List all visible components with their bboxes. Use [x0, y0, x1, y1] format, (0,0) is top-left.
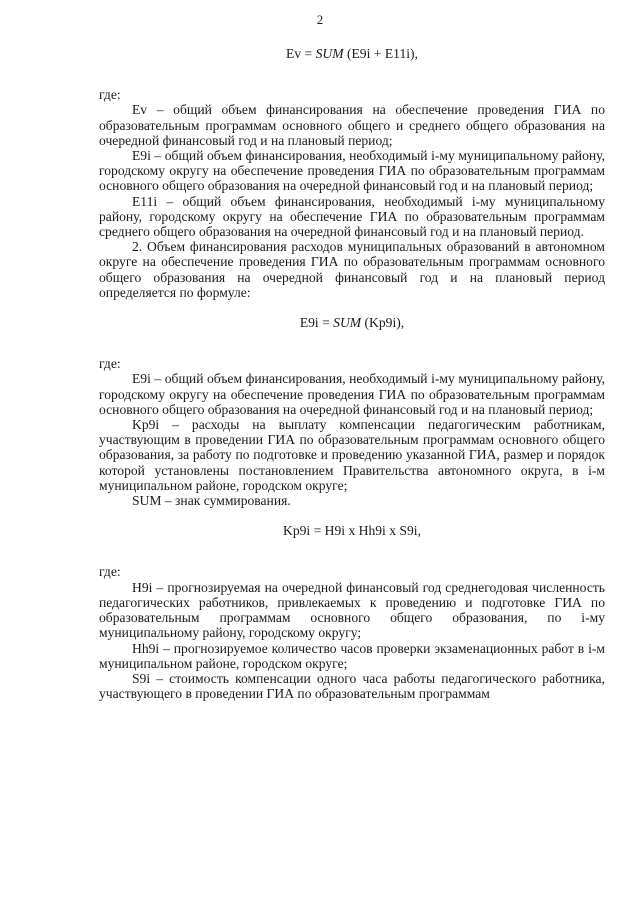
paragraph-2: 2. Объем финансирования расходов муниципальных образований в автономном округе на обеспечение проведения ГИА по образовательным программам основного общего образования на очередной финансовый год и на плановый период определяется по формуле: [99, 239, 605, 300]
page-number: 2 [316, 12, 324, 27]
definition-ev: Ev – общий объем финансирования на обеспечение проведения ГИА по образовательным программам основного общего и среднего общего образования на очередной финансовый год и на плановый период; [99, 102, 605, 148]
definition-e11i: E11i – общий объем финансирования, необходимый i-му муниципальному району, городскому округу на обеспечение ГИА по образовательным программам среднего общего образования на очередной финансовый год и на плановый период. [99, 193, 605, 240]
where-label: где: [99, 87, 121, 103]
formula-ev-left: Ev = [286, 46, 316, 61]
where-label: где: [99, 564, 121, 580]
definition-h9i: H9i – прогнозируемая на очередной финансовый год среднегодовая численность педагогических работников, привлекаемых к проведению и подготовке ГИА по образовательным программам основного общего образования, по i-му муниципальному району, городскому округу; [99, 579, 605, 641]
formula-ev-right: (E9i + E11i), [343, 46, 418, 61]
definition-hh9i: Hh9i – прогнозируемое количество часов проверки экзаменационных работ в i-м муниципальном районе, городском округе; [99, 640, 605, 671]
formula-ev-sum: SUM [315, 46, 344, 61]
document-body [99, 46, 605, 701]
formula-ev [99, 46, 605, 61]
formula-e9i-sum: SUM [333, 315, 362, 331]
formula-kp9i: Kp9i = H9i x Hh9i x S9i, [283, 523, 421, 539]
formula-e9i [99, 315, 605, 330]
definition-kp9i: Kp9i – расходы на выплату компенсации педагогическим работникам, участвующим в проведении ГИА по образовательным программам основного общего образования, за работу по подготовке и проведению указанной ГИА, размер и порядок которой установлены постановлением Правительства автономного округа, в i-м муниципальном районе, городском округе; [99, 417, 605, 493]
definition-e9i-2: E9i – общий объем финансирования, необходимый i-му муниципальному району, городскому округу на обеспечение проведения ГИА по образовательным программам основного общего образования на очередной финансовый год и на плановый период; [99, 371, 605, 417]
definition-e9i: E9i – общий объем финансирования, необходимый i-му муниципальному району, городскому округу на обеспечение проведения ГИА по образовательным программам основного общего образования на очередной финансовый год и на плановый период; [99, 148, 605, 194]
formula-e9i-left: E9i = [299, 315, 334, 331]
definition-sum: SUM – знак суммирования. [132, 493, 291, 509]
formula-e9i-right: (Kp9i), [361, 315, 405, 331]
definition-s9i: S9i – стоимость компенсации одного часа работы педагогического работника, участвующего в проведении ГИА по образовательным программам [99, 670, 605, 702]
where-label: где: [99, 356, 121, 372]
